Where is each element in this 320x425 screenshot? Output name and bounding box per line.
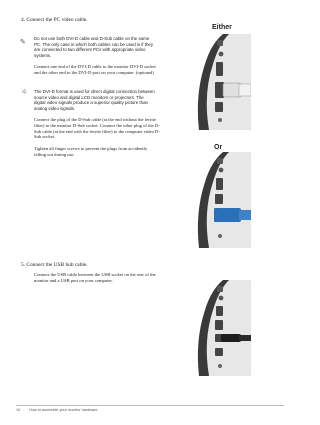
page-number: 10 <box>16 408 21 412</box>
para-tighten-screws: Tighten all finger screws to prevent the plugs from accidently falling out during use. <box>34 146 148 157</box>
para-dvi-connect: Connect one end of the DVI-D cable to the monitor DVI-D socket and the other end to the DVI-D port on your computer. (optional) <box>34 64 156 75</box>
illustration-dvi-connection <box>193 34 251 130</box>
illustration-dsub-connection <box>193 152 251 248</box>
note-pencil-icon: ✎ <box>20 38 26 46</box>
info-bulb-icon: ☼ <box>21 88 28 96</box>
illustration-usb-connection <box>193 280 251 376</box>
page-footer <box>16 408 97 412</box>
step-5-heading: 5. Connect the USB hub cable. <box>21 262 88 268</box>
label-either: Either <box>212 24 232 31</box>
para-usb-connect: Connect the USB cable between the USB socket on the rear of the monitor and a USB port on your computer. <box>34 272 156 283</box>
para-dsub-connect: Connect the plug of the D-Sub cable (at the end without the ferrite filter) to the monitor D-Sub socket. Connect the other plug of the D-Sub cable (at the end with the ferrite filter) to the computer video D-Sub socket. <box>34 117 160 140</box>
note-dvi-format: The DVI-D format is used for direct digital connection between source video and digital LCD monitors or projectors. The digital video signals produce a superior quality picture than analog video signals. <box>34 89 155 111</box>
label-or: Or <box>214 144 223 151</box>
step-4-heading: 4. Connect the PC video cable. <box>21 17 88 23</box>
note-dual-cable: Do not use both DVI-D cable and D-Sub cable on the same PC. The only case in which both cables can be used is if they are connected to two different PCs with appropriate video systems. <box>34 36 154 58</box>
footer-title: How to assemble your monitor hardware <box>29 408 98 412</box>
footer-rule <box>16 405 284 406</box>
